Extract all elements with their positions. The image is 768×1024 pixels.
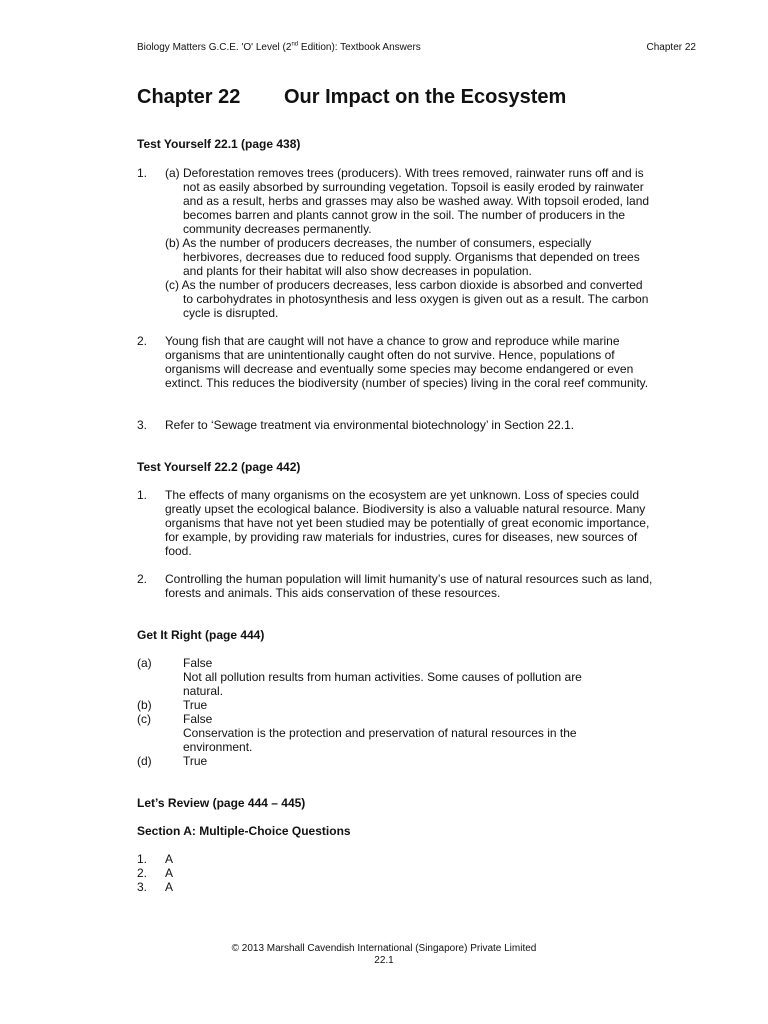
item-answer: False [183,656,213,670]
answer-text: Controlling the human population will limit humanity’s use of natural resources such as land, forests and animals. This aids conservation of these resources. [165,572,653,600]
answer-part-c: (c) As the number of producers decreases, less carbon dioxide is absorbed and converted to carbohydrates in photosynthesis and less oxygen is given out as a result. The carbon cycle is disrupted. [165,278,649,320]
chapter-number: Chapter 22 [137,86,241,108]
mcq-answer: A [165,880,174,894]
mcq-answer: A [165,866,174,880]
section-heading-ty2: Test Yourself 22.2 (page 442) [137,460,301,474]
section-heading-ty1: Test Yourself 22.1 (page 438) [137,137,301,151]
item-label: (c) [137,712,151,726]
item-answer: False [183,712,213,726]
item-label: (d) [137,754,152,768]
item-answer: True [183,754,208,768]
section-heading-review: Let’s Review (page 444 – 445) [137,796,306,810]
answer-part-b: (b) As the number of producers decreases, the number of consumers, especially herbivores, decreases due to reduced food supply. Organisms that depended on trees and plants for their habitat will also show decreases in population. [165,236,640,278]
question-number: 1. [137,488,148,502]
question-number: 1. [137,166,148,180]
mcq-number: 3. [137,880,148,894]
item-label: (a) [137,656,152,670]
mcq-number: 2. [137,866,148,880]
running-header-left [137,42,421,53]
page-number: 22.1 [374,955,394,966]
item-label: (b) [137,698,152,712]
page-footer [0,943,768,967]
copyright-notice: © 2013 Marshall Cavendish International (Singapore) Private Limited [231,943,537,954]
question-number: 3. [137,418,148,432]
header-text-end: Edition): Textbook Answers [298,42,421,53]
item-explanation: Conservation is the protection and preservation of natural resources in the environment. [183,726,577,754]
mcq-answer: A [165,852,174,866]
chapter-name: Our Impact on the Ecosystem [284,86,567,108]
question-number: 2. [137,334,148,348]
item-answer: True [183,698,208,712]
question-number: 2. [137,572,148,586]
running-header-right: Chapter 22 [646,42,696,53]
item-explanation: Not all pollution results from human activities. Some causes of pollution are natural. [183,670,582,698]
chapter-title [137,86,567,109]
section-heading-gir: Get It Right (page 444) [137,628,265,642]
mcq-number: 1. [137,852,148,866]
subsection-heading-mcq: Section A: Multiple-Choice Questions [137,824,351,838]
header-text: Biology Matters G.C.E. 'O' Level (2 [137,42,292,53]
answer-text: Young fish that are caught will not have a chance to grow and reproduce while marine organisms that are unintentionally caught often do not survive. Hence, populations of organisms will decrease and eventually some species may become endangered or even extinct. This reduces the biodiversity (number of species) living in the coral reef community. [165,334,649,390]
answer-text: The effects of many organisms on the ecosystem are yet unknown. Loss of species could greatly upset the ecological balance. Biodiversity is also a valuable natural resource. Many organisms that have not yet been studied may be potentially of great economic importance, for example, by providing raw materials for industries, cures for diseases, new sources of food. [165,488,650,558]
answer-text: Refer to ‘Sewage treatment via environmental biotechnology’ in Section 22.1. [165,418,575,432]
answer-part-a: (a) Deforestation removes trees (producers). With trees removed, rainwater runs off and is not as easily absorbed by surrounding vegetation. Topsoil is easily eroded by rainwater and as a result, herbs and grasses may also be washed away. With topsoil eroded, land becomes barren and plants cannot grow in the soil. The number of producers in the community decreases permanently. [165,166,650,236]
header-superscript: nd [291,41,299,48]
